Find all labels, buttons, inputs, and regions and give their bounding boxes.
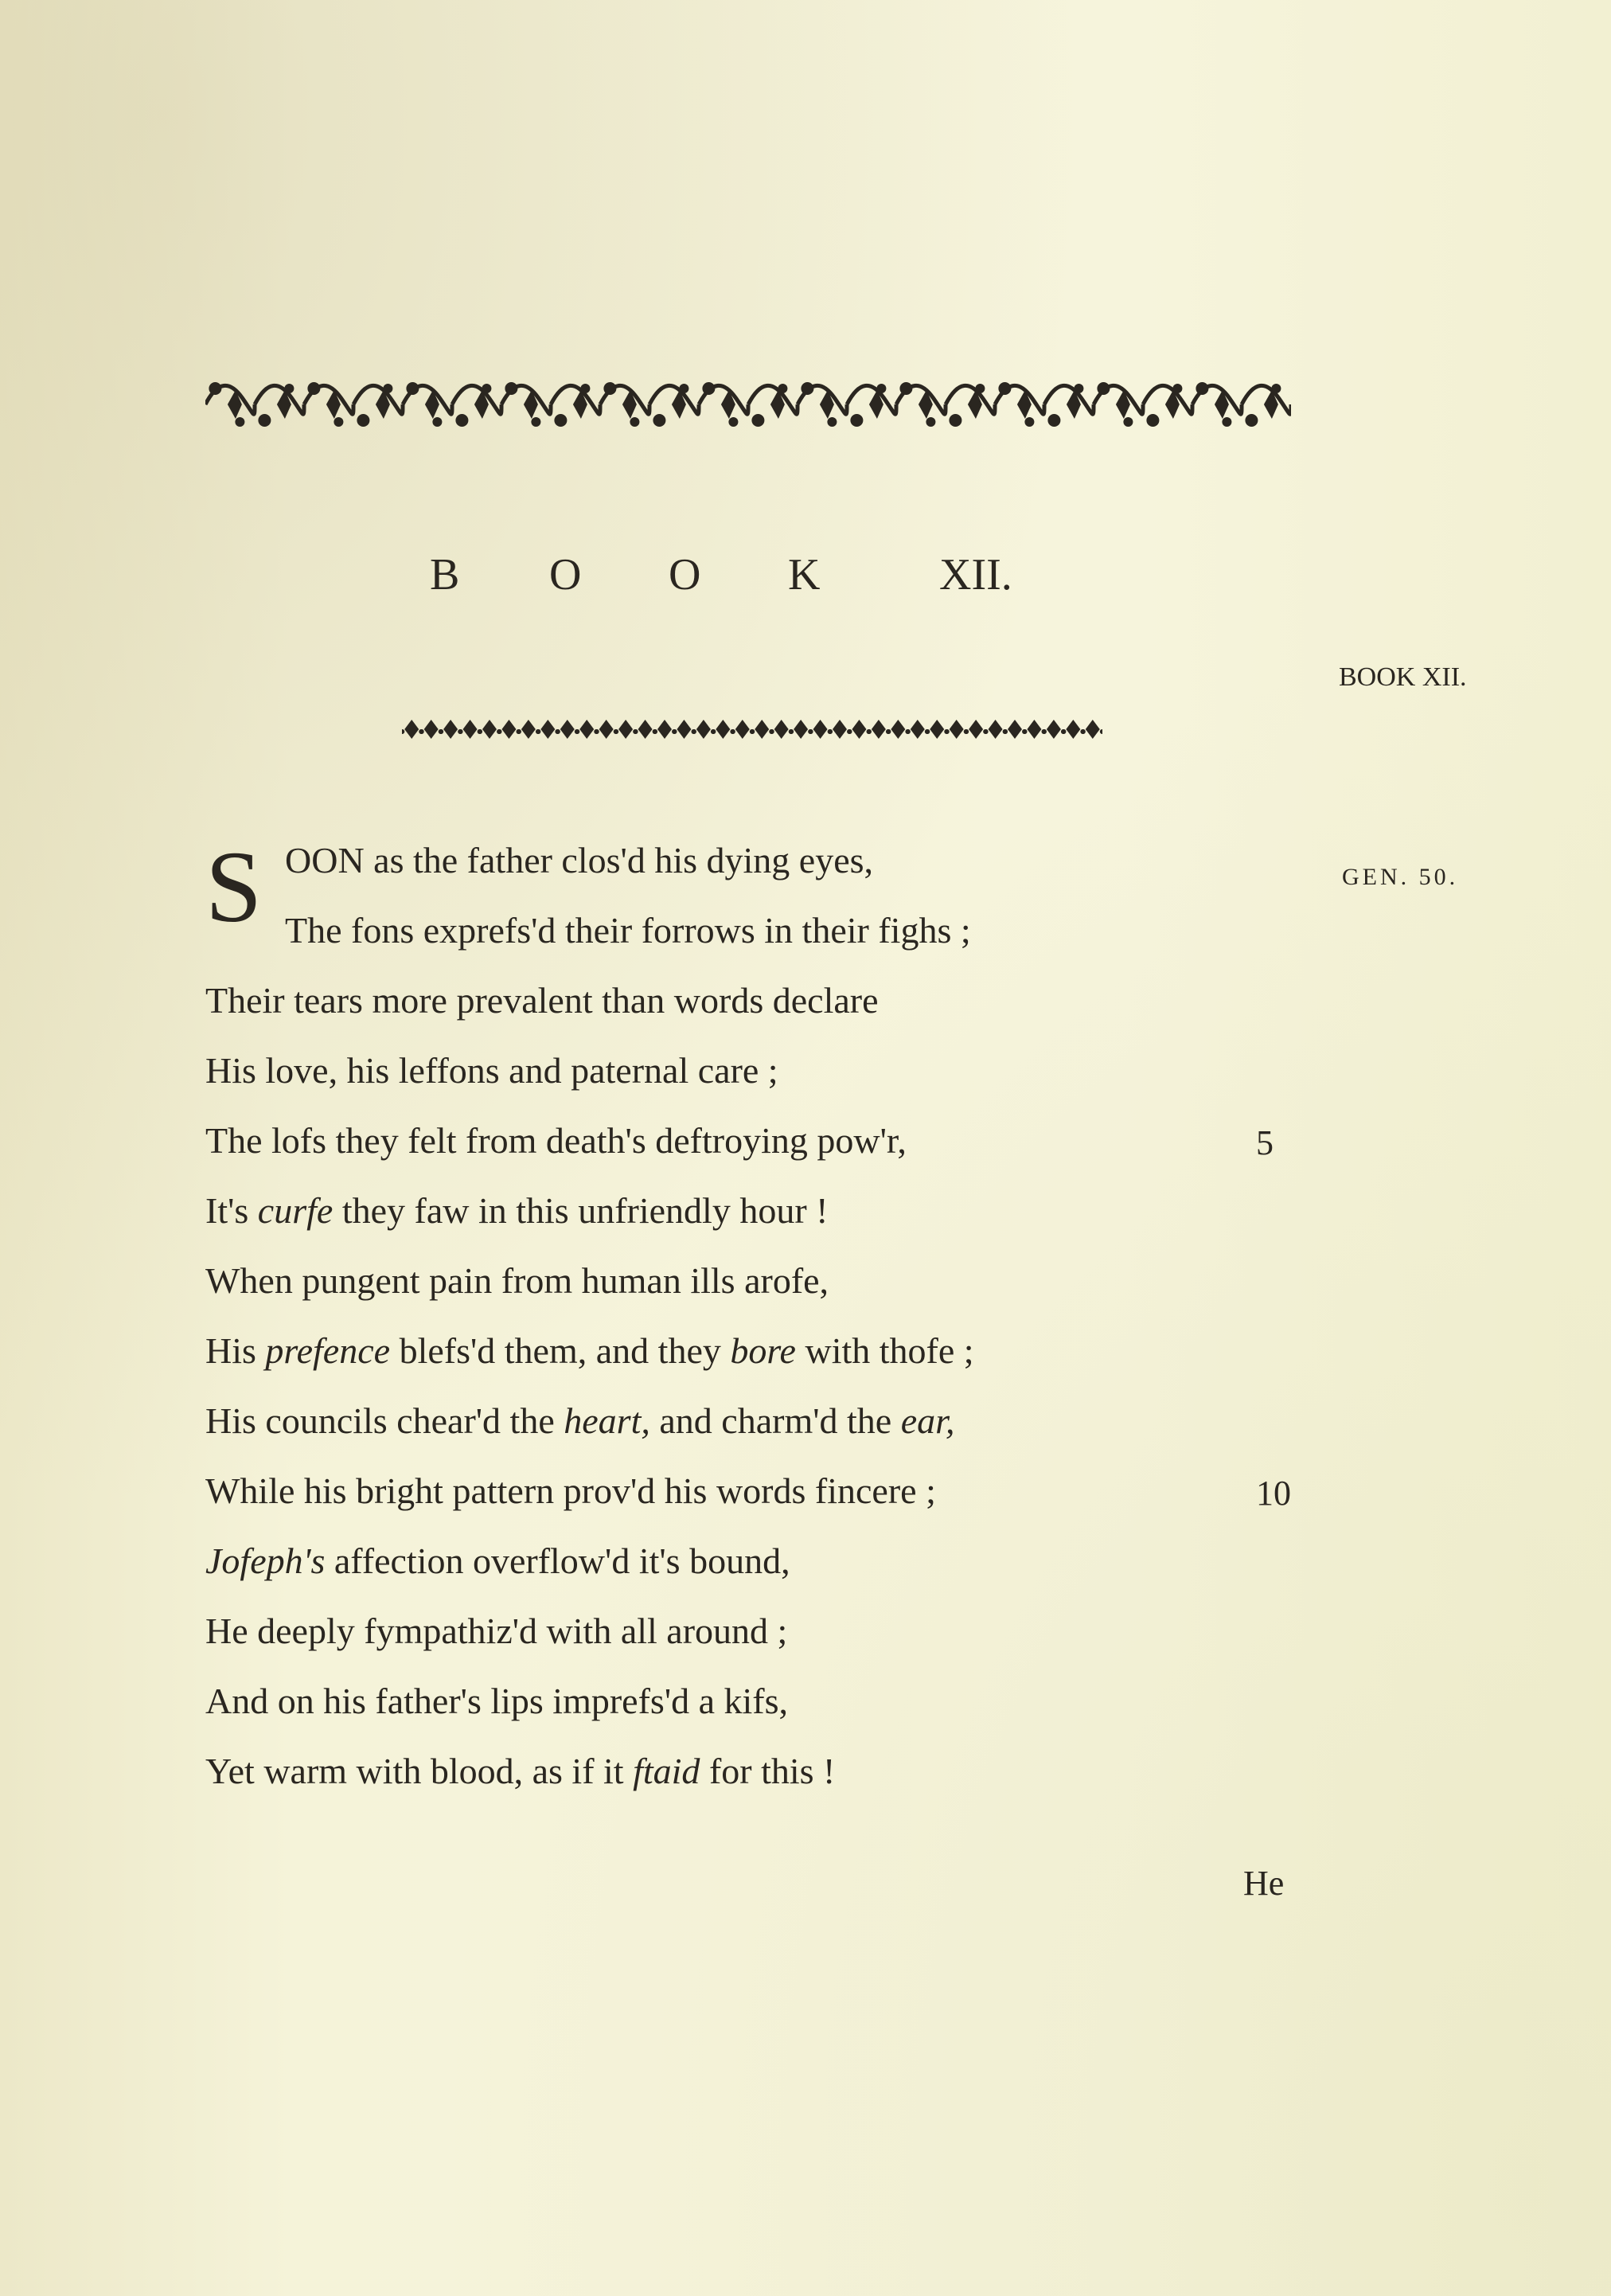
- fleuron-motif: [1081, 720, 1102, 739]
- fleuron-motif: [906, 720, 930, 739]
- vine-leaf-motif: [501, 382, 551, 427]
- line-text: blefs'd them, and they: [390, 1330, 731, 1371]
- fleuron-motif: [419, 720, 443, 739]
- fleuron-motif: [945, 720, 969, 739]
- fleuron-motif: [517, 720, 540, 739]
- fleuron-motif: [634, 720, 657, 739]
- poem-line: [205, 1052, 778, 1089]
- fleuron-motif: [402, 720, 423, 739]
- line-text: The lofs they felt from death's deftroying pow'r,: [205, 1120, 907, 1161]
- line-text: for this !: [700, 1751, 836, 1791]
- fleuron-motif: [575, 720, 599, 739]
- fleuron-motif: [595, 720, 618, 739]
- fleuron-motif: [614, 720, 638, 739]
- vine-leaf-motif: [304, 382, 353, 427]
- floral-vine-ornament-icon: [205, 374, 1291, 438]
- book-title-letter: K: [788, 550, 821, 599]
- fleuron-motif: [886, 720, 910, 739]
- fleuron-motif: [1022, 720, 1046, 739]
- poem-line: [205, 982, 879, 1019]
- catchword: He: [1243, 1864, 1285, 1903]
- book-title: [430, 549, 1012, 600]
- poem-line: [285, 912, 971, 949]
- line-text: they faw in this unfriendly hour !: [333, 1190, 829, 1231]
- line-number: 5: [1256, 1123, 1274, 1162]
- fleuron-motif: [692, 720, 716, 739]
- line-text: OON as the father clos'd his dying eyes,: [285, 840, 874, 881]
- fleuron-motif: [809, 720, 833, 739]
- poem-line: [285, 842, 873, 879]
- vine-leaf-motif: [353, 384, 403, 427]
- line-text: He deeply fympathiz'd with all around ;: [205, 1611, 788, 1651]
- line-text: with thofe ;: [795, 1330, 974, 1371]
- fleuron-motif: [731, 720, 755, 739]
- line-text: And on his father's lips imprefs'd a kifs,: [205, 1681, 789, 1721]
- fleuron-motif: [964, 720, 988, 739]
- fleuron-motif: [711, 720, 735, 739]
- vine-leaf-motif: [600, 382, 649, 427]
- italic-word: bore: [730, 1330, 796, 1371]
- fleuron-motif: [828, 720, 852, 739]
- marginal-note: GEN. 50.: [1342, 864, 1459, 890]
- fleuron-motif: [536, 720, 560, 739]
- line-text: The fons exprefs'd their forrows in their fighs ;: [285, 910, 971, 951]
- italic-word: prefence: [265, 1330, 391, 1371]
- line-text: Yet warm with blood, as if it: [205, 1751, 634, 1791]
- fleuron-motif: [1003, 720, 1027, 739]
- poem-line: [205, 1260, 829, 1301]
- line-text: His love, his leffons and paternal care ;: [205, 1050, 778, 1091]
- poem-line: [205, 1540, 790, 1581]
- line-text: It's: [205, 1190, 258, 1231]
- fleuron-motif: [770, 720, 794, 739]
- line-text: His councils chear'd the: [205, 1400, 564, 1441]
- vine-leaf-motif: [255, 384, 304, 427]
- line-text: and charm'd the: [649, 1400, 901, 1441]
- line-text: While his bright pattern prov'd his words fincere ;: [205, 1470, 936, 1511]
- fleuron-row-ornament-icon: [402, 717, 1102, 742]
- poem-line: [205, 1753, 835, 1790]
- vine-leaf-motif: [748, 384, 798, 427]
- fleuron-motif: [925, 720, 949, 739]
- fleuron-motif: [497, 720, 521, 739]
- poem-line: [205, 1683, 788, 1720]
- vine-leaf-motif: [699, 382, 748, 427]
- poem-line: [205, 1613, 787, 1650]
- vine-leaf-motif: [847, 384, 896, 427]
- vine-leaf-motif: [649, 384, 699, 427]
- fleuron-motif: [1061, 720, 1085, 739]
- poem-line: [205, 1190, 829, 1231]
- vine-leaf-motif: [1143, 384, 1192, 427]
- vine-leaf-motif: [205, 382, 255, 427]
- fleuron-motif: [556, 720, 579, 739]
- running-head: BOOK XII.: [1339, 662, 1467, 692]
- fleuron-motif: [750, 720, 774, 739]
- vine-leaf-motif: [896, 382, 946, 427]
- book-title-letter: O: [549, 550, 582, 599]
- vine-leaf-motif: [1192, 382, 1242, 427]
- fleuron-motif: [672, 720, 696, 739]
- fleuron-motif: [984, 720, 1008, 739]
- poem-line: [205, 1330, 974, 1371]
- book-title-letter: O: [669, 550, 701, 599]
- fleuron-motif: [458, 720, 482, 739]
- line-text: When pungent pain from human ills arofe,: [205, 1260, 829, 1301]
- vine-leaf-motif: [798, 382, 847, 427]
- line-text: affection overflow'd it's bound,: [325, 1540, 790, 1581]
- fleuron-motif: [439, 720, 462, 739]
- line-text: His: [205, 1330, 266, 1371]
- italic-word: ear,: [900, 1400, 955, 1441]
- line-number: 10: [1256, 1474, 1291, 1513]
- italic-word: ftaid: [633, 1751, 700, 1791]
- fleuron-motif: [1042, 720, 1066, 739]
- vine-leaf-motif: [1044, 384, 1094, 427]
- vine-leaf-motif: [551, 384, 600, 427]
- italic-word: Jofeph's: [205, 1540, 326, 1581]
- vine-leaf-motif: [1094, 382, 1143, 427]
- book-title-letter: XII.: [939, 550, 1012, 599]
- drop-cap: S: [205, 830, 263, 943]
- poem-line: [205, 1470, 936, 1511]
- fleuron-motif: [847, 720, 871, 739]
- vine-leaf-motif: [1242, 384, 1291, 427]
- italic-word: curfe: [257, 1190, 334, 1231]
- italic-word: heart,: [564, 1400, 650, 1441]
- fleuron-motif: [653, 720, 677, 739]
- vine-leaf-motif: [452, 384, 501, 427]
- book-title-letter: B: [430, 550, 460, 599]
- vine-leaf-motif: [995, 382, 1044, 427]
- vine-leaf-motif: [403, 382, 452, 427]
- fleuron-motif: [789, 720, 813, 739]
- poem-line: [205, 1120, 907, 1161]
- fleuron-motif: [867, 720, 891, 739]
- vine-leaf-motif: [946, 384, 995, 427]
- line-text: Their tears more prevalent than words declare: [205, 980, 879, 1021]
- poem-line: [205, 1400, 955, 1441]
- fleuron-motif: [478, 720, 501, 739]
